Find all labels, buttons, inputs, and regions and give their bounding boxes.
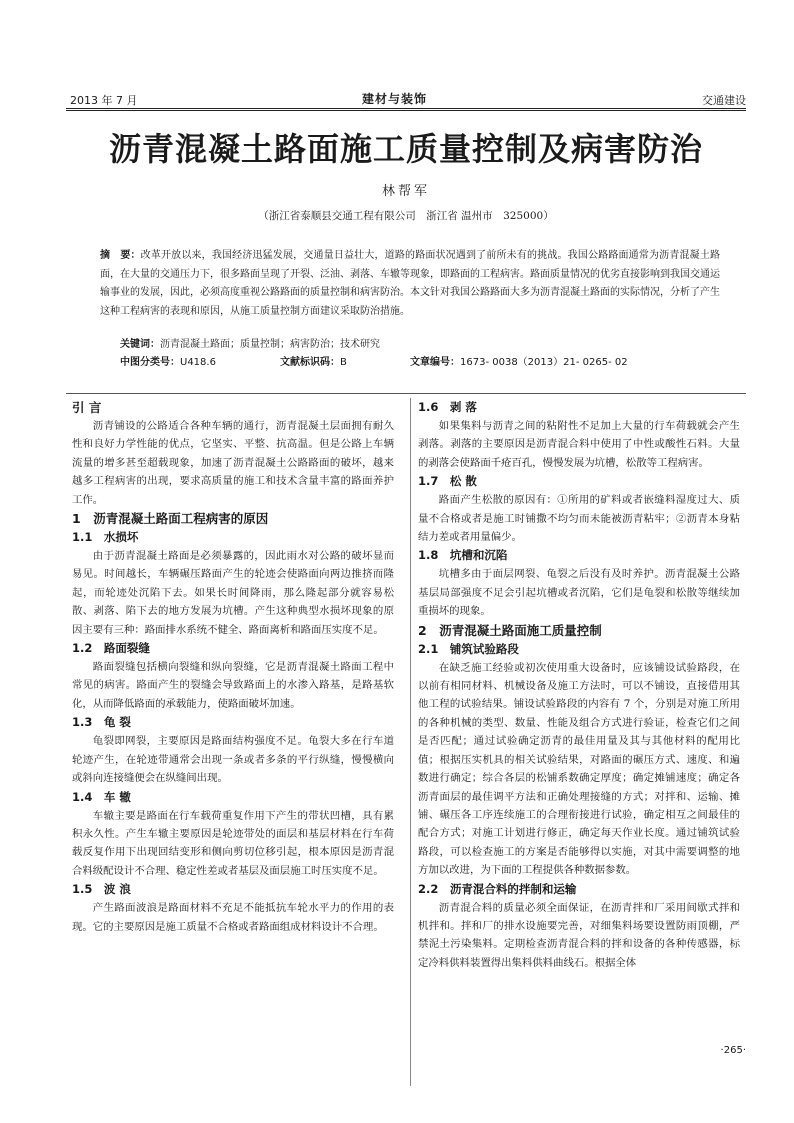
affiliation: （浙江省泰顺县交通工程有限公司 浙江省 温州市 325000） bbox=[258, 210, 554, 222]
author-name: 林帮军 bbox=[381, 184, 430, 199]
abstract-text: 改革开放以来，我国经济迅猛发展，交通量日益壮大，道路的路面状况遇到了前所未有的挑战。我国公路路面通常为沥青混凝土路面，在大量的交通压力下，很多路面呈现了开裂、泛油、剥落、车辙等现象，即路面的工程病害。路面质量情况的优劣直接影响到我国交通运输事业的发展，因此，必须高度重视公路路面的质量控制和病害防治。本文针对我国公路路面大多为沥青混凝土路面的实际情况，分析了产生这种工程病害的表现和原因，从施工质量控制方面建议采取防治措施。 bbox=[100, 250, 721, 317]
paragraph-1-8: 坑槽多由于面层网裂、龟裂之后没有及时养护。沥青混凝土公路基层局部强度不足会引起坑槽或者沉陷，它们是龟裂和松散等继续加重损坏的现象。 bbox=[418, 568, 740, 618]
subsection-heading-1-4: 1.4 车 辙 bbox=[72, 789, 131, 804]
subsection-heading-1-1: 1.1 水损坏 bbox=[72, 530, 139, 545]
section-name: 交通建设 bbox=[702, 94, 746, 107]
paper-title: 沥青混凝土路面施工质量控制及病害防治 bbox=[108, 130, 703, 168]
subsection-heading-1-7: 1.7 松 散 bbox=[418, 474, 477, 489]
paragraph-1-2: 路面裂缝包括横向裂缝和纵向裂缝，它是沥青混凝土路面工程中常见的病害。路面产生的裂缝会导致路面上的水渗入路基，是路基软化，从而降低路面的承载能力，使路面破坏加速。 bbox=[72, 661, 394, 710]
issue-date: 2013 年 7 月 bbox=[70, 94, 138, 107]
section-heading-intro: 引 言 bbox=[72, 400, 102, 415]
subsection-heading-1-2: 1.2 路面裂缝 bbox=[72, 641, 150, 656]
paragraph-1-3: 龟裂即网裂，主要原因是路面结构强度不足。龟裂大多在行车道轮迹产生，在轮迹带通常会出现一条或者多条的平行纵缝，慢慢横向或斜向连接缝便会在纵缝间出现。 bbox=[72, 735, 394, 785]
column-divider bbox=[410, 398, 411, 1086]
section-heading-2: 2 沥青混凝土路面施工质量控制 bbox=[418, 622, 602, 638]
paragraph-2-2: 沥青混合料的质量必须全面保证，在沥青拌和厂采用间歇式拌和机拌和。拌和厂的排水设施要完善，对细集料场要设置防雨顶棚，严禁泥土污染集料。定期检查沥青混合料的拌和设备的各种传感器，标定冷料供料装置得出集料供料曲线石。根据全体 bbox=[418, 901, 740, 969]
header-rule bbox=[66, 108, 746, 109]
abstract bbox=[100, 247, 720, 321]
subsection-heading-1-5: 1.5 波 浪 bbox=[72, 882, 131, 897]
subsection-heading-2-1: 2.1 铺筑试验路段 bbox=[418, 641, 519, 656]
paragraph-1-4: 车辙主要是路面在行车载荷重复作用下产生的带状凹槽，具有累积永久性。产生车辙主要原因是轮迹带处的面层和基层材料在行车荷载反复作用下出现回结变形和侧向剪切位移引起，根本原因是沥青混合料级配设计不合理、稳定性差或者基层及面层施工时压实度不足。 bbox=[72, 809, 394, 877]
left-column bbox=[72, 398, 394, 936]
paragraph-1-1: 由于沥青混凝土路面是必须暴露的，因此雨水对公路的破坏显而易见。时间越长，车辆碾压路面产生的轮迹会使路面向两边推挤而隆起，而轮迹处沉陷下去。如果长时间降雨，那么隆起部分就容易松散、剥落、陷下去的地方发展为坑槽。产生这种典型水损坏现象的原因主要有三种：路面排水系统不健全、路面离析和路面压实度不足。 bbox=[72, 550, 394, 636]
page-number: ·265· bbox=[720, 1045, 746, 1056]
subsection-heading-1-6: 1.6 剥 落 bbox=[418, 400, 477, 414]
paragraph-1-6: 如果集料与沥青之间的粘附性不足加上大量的行车荷载就会产生剥落。剥落的主要原因是沥青混合料中使用了中性或酸性石料。大量的剥落会使路面千疮百孔，慢慢发展为坑槽，松散等工程病害。 bbox=[418, 420, 740, 469]
subsection-heading-1-3: 1.3 龟 裂 bbox=[72, 715, 131, 730]
keywords-text: 沥青混凝土路面；质量控制；病害防治；技术研究 bbox=[160, 339, 380, 350]
header-rule-double bbox=[66, 110, 746, 111]
right-column bbox=[418, 398, 740, 972]
subsection-heading-1-8: 1.8 坑槽和沉陷 bbox=[418, 548, 508, 563]
article-number: 文章编号：1673- 0038（2013）21- 0265- 02 bbox=[410, 357, 628, 368]
paragraph-1-5: 产生路面波浪是路面材料不充足不能抵抗车轮水平力的作用的表现。它的主要原因是施工质量不合格或者路面组成材料设计不合理。 bbox=[72, 902, 394, 933]
abstract-label: 摘 要： bbox=[100, 250, 141, 261]
document-code: 文献标识码：B bbox=[280, 357, 347, 368]
abstract-separator bbox=[66, 393, 746, 394]
class-number: 中图分类号：U418.6 bbox=[120, 357, 216, 368]
keywords-label: 关键词： bbox=[120, 339, 160, 350]
paragraph-1-7: 路面产生松散的原因有：①所用的矿料或者嵌缝料湿度过大、质量不合格或者是施工时铺撒不均匀而未能被沥青粘牢；②沥青本身粘结力差或者用量偏少。 bbox=[418, 494, 740, 544]
paragraph-2-1: 在缺乏施工经验或初次使用重大设备时，应该铺设试验路段，在以前有相同材料、机械设备及施工方法时，可以不铺设，直接借用其他工程的试验结果。铺设试验路段的内容有 7 个，分别是对施工所用的各种机械的类型、数量、性能及组合方式进行验证，检查它们之间是否匹配；通过试验确定沥青的最佳用量及其与其他材料的配用比值；根据压实机具的相关试验结果，对路面的碾压方式、速度、和遍数进行确定；综合各层的松铺系数确定厚度；确定摊铺速度；确定各沥青面层的最佳调平方法和正确处理接缝的方式；对拌和、运输、摊铺、碾压各工序连续施工的合理衔接进行试验，确定相互之间最佳的配合方式；对施工计划进行修正，确定每天作业长度。通过铺筑试验路段，可以检查施工的方案是否能够得以实施，对其中需要调整的地方加以改进，为下面的工程提供各种数据参数。 bbox=[418, 661, 740, 877]
paragraph-intro: 沥青铺设的公路适合各种车辆的通行，沥青混凝土层面拥有耐久性和良好力学性能的优点，它坚实、平整、抗高温。但是公路上车辆流量的增多甚至超载现象，加速了沥青混凝土公路路面的破坏，越来越多工程病害的出现，要求高质量的施工和技术含量丰富的路面养护工作。 bbox=[72, 420, 394, 506]
subsection-heading-2-2: 2.2 沥青混合料的拌制和运输 bbox=[418, 881, 577, 896]
keywords bbox=[120, 335, 720, 350]
journal-name: 建材与装饰 bbox=[362, 92, 428, 106]
section-heading-1: 1 沥青混凝土路面工程病害的原因 bbox=[72, 511, 269, 527]
